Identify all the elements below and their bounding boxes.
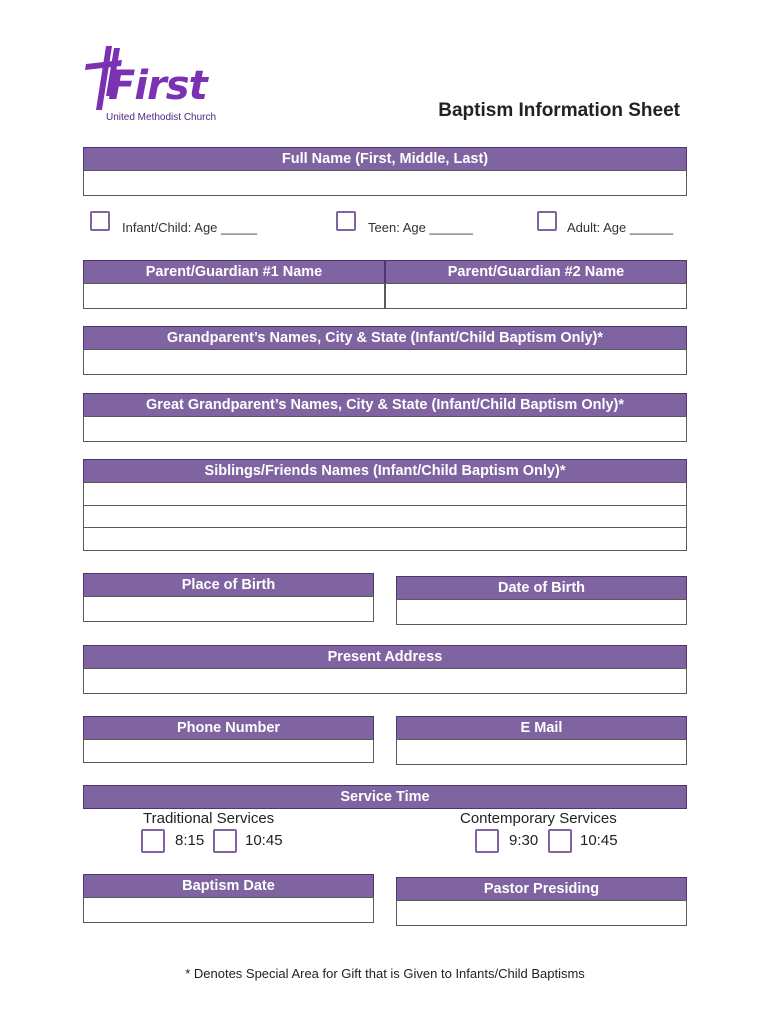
great-grandparents-field[interactable] <box>83 416 687 442</box>
adult-checkbox[interactable] <box>537 211 557 231</box>
full-name-header: Full Name (First, Middle, Last) <box>83 147 687 171</box>
traditional-services-label: Traditional Services <box>143 810 275 827</box>
traditional-0815-label: 8:15 <box>175 832 205 849</box>
adult-label: Adult: Age ______ <box>567 220 674 235</box>
footnote: * Denotes Special Area for Gift that is Given to Infants/Child Baptisms <box>185 966 585 981</box>
great-grandparents-header: Great Grandparent’s Names, City & State (Infant/Child Baptism Only)* <box>83 393 687 417</box>
teen-checkbox[interactable] <box>336 211 356 231</box>
contemporary-0930-label: 9:30 <box>509 832 539 849</box>
parent1-header: Parent/Guardian #1 Name <box>83 260 385 284</box>
siblings-field-1[interactable] <box>83 482 687 506</box>
parent1-field[interactable] <box>83 283 385 309</box>
traditional-1045-label: 10:45 <box>245 832 283 849</box>
place-of-birth-header: Place of Birth <box>83 573 374 597</box>
church-logo <box>84 44 224 126</box>
service-time-header: Service Time <box>83 785 687 809</box>
traditional-0815-checkbox[interactable] <box>141 829 165 853</box>
contemporary-1045-label: 10:45 <box>580 832 618 849</box>
contemporary-0930-checkbox[interactable] <box>475 829 499 853</box>
contemporary-1045-checkbox[interactable] <box>548 829 572 853</box>
traditional-1045-checkbox[interactable] <box>213 829 237 853</box>
contemporary-services-label: Contemporary Services <box>460 810 617 827</box>
siblings-field-2[interactable] <box>83 505 687 528</box>
baptism-date-header: Baptism Date <box>83 874 374 898</box>
date-of-birth-field[interactable] <box>396 599 687 625</box>
phone-field[interactable] <box>83 739 374 763</box>
email-field[interactable] <box>396 739 687 765</box>
phone-header: Phone Number <box>83 716 374 740</box>
infant-child-checkbox[interactable] <box>90 211 110 231</box>
email-header: E Mail <box>396 716 687 740</box>
address-field[interactable] <box>83 668 687 694</box>
address-header: Present Address <box>83 645 687 669</box>
pastor-presiding-header: Pastor Presiding <box>396 877 687 901</box>
logo-wordmark: First <box>108 63 207 109</box>
parent2-header: Parent/Guardian #2 Name <box>385 260 687 284</box>
place-of-birth-field[interactable] <box>83 596 374 622</box>
grandparents-header: Grandparent’s Names, City & State (Infant/Child Baptism Only)* <box>83 326 687 350</box>
date-of-birth-header: Date of Birth <box>396 576 687 600</box>
infant-child-label: Infant/Child: Age _____ <box>122 220 258 235</box>
siblings-field-3[interactable] <box>83 527 687 551</box>
logo-subtitle: United Methodist Church <box>106 112 217 123</box>
teen-label: Teen: Age ______ <box>368 220 473 235</box>
full-name-field[interactable] <box>83 170 687 196</box>
baptism-date-field[interactable] <box>83 897 374 923</box>
page-title: Baptism Information Sheet <box>438 100 680 121</box>
grandparents-field[interactable] <box>83 349 687 375</box>
parent2-field[interactable] <box>385 283 687 309</box>
siblings-header: Siblings/Friends Names (Infant/Child Baptism Only)* <box>83 459 687 483</box>
pastor-presiding-field[interactable] <box>396 900 687 926</box>
